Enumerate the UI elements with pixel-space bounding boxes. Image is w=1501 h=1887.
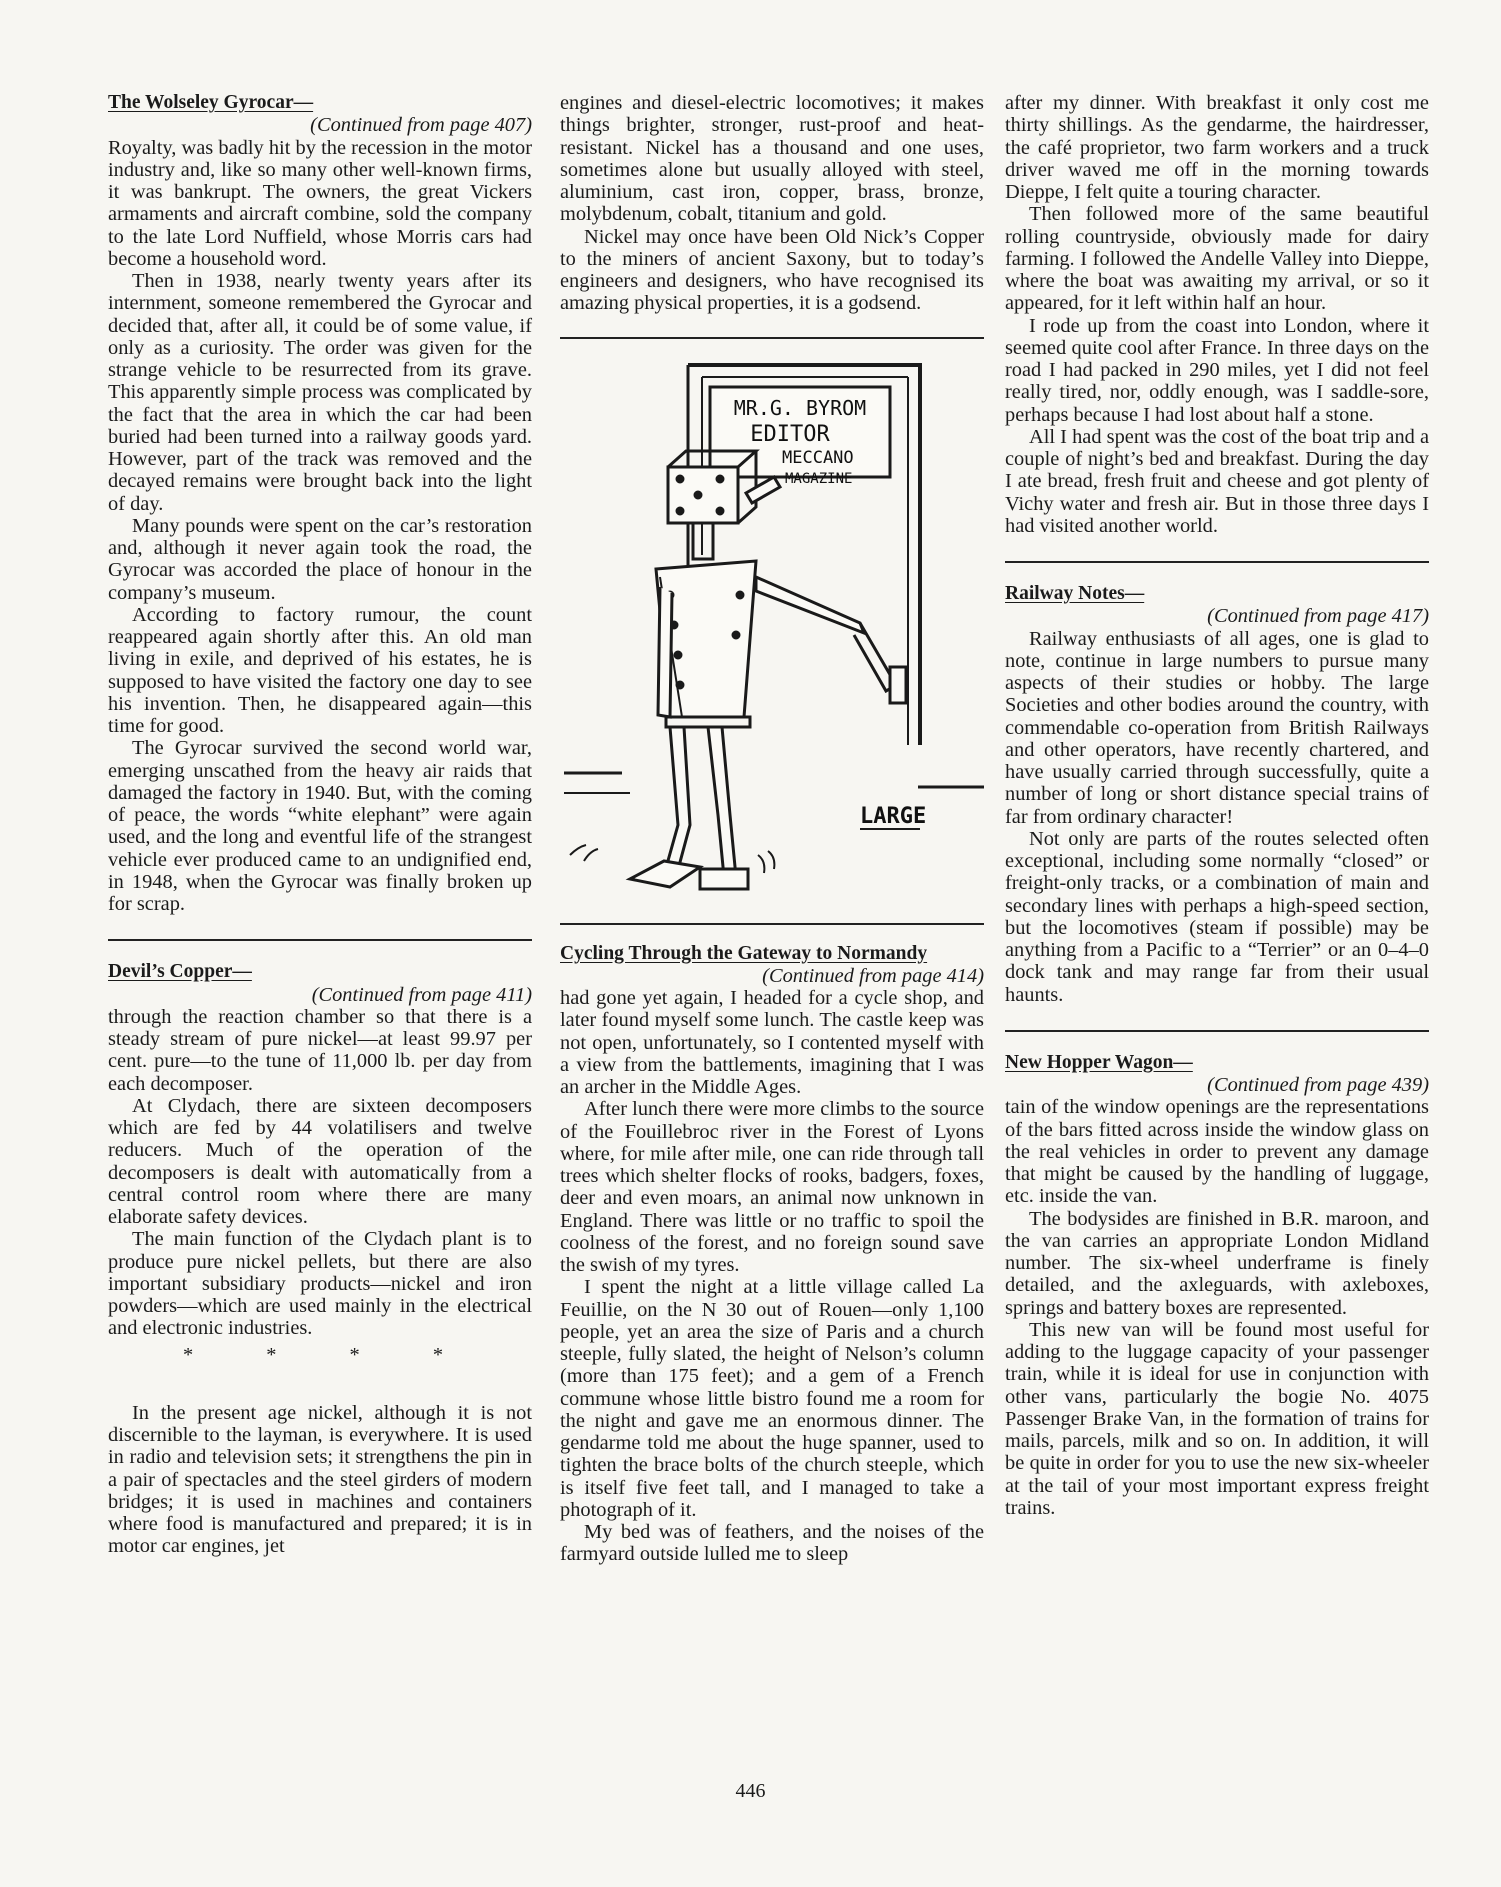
paragraph: Then followed more of the same beautiful rolling countryside, obviously made for dairy farming. I followed the Andelle Valley into Dieppe, where the boat was awaiting my arrival, or so it appeared, for it left within half an hour. — [1005, 203, 1429, 315]
paragraph: My bed was of feathers, and the noises of the farmyard outside lulled me to sleep — [560, 1521, 984, 1566]
paragraph: This new van will be found most useful for adding to the luggage capacity of your passenger train, while it is ideal for use in conjunction with other vans, particularly the bogie No. 4075 Passenger Brake Van, in the formation of trains for mails, parcels, milk and so on. In addition, it will be quite in order for you to use the new six-wheeler at the tail of your most important express freight trains. — [1005, 1318, 1429, 1519]
continued-note: (Continued from page 407) — [310, 114, 532, 137]
paragraph: engines and diesel-electric locomotives; it makes things brighter, stronger, rust-proof and heat-resistant. Nickel has a thousand and one uses, sometimes alone but usually alloyed with steel, aluminium, cast iron, copper, brass, bronze, molybdenum, cobalt, titanium and gold. — [560, 92, 984, 226]
article-heading-wolseley: The Wolseley Gyrocar— — [108, 92, 314, 113]
paragraph: According to factory rumour, the count reappeared again shortly after this. An old man living in exile, and deprived of his estates, he is supposed to have visited the factory one day to see his invention. Then, he disappeared again—this time for good. — [108, 603, 532, 737]
section-divider — [1005, 561, 1429, 563]
paragraph: I spent the night at a little village called La Feuillie, on the N 30 out of Rouen—only 1,100 people, yet an area the size of Paris and a church steeple, fully slated, the height of Nelson’s column (more than 175 feet); and a gem of a French commune whose little bistro found me a room for the night and gave me an enormous dinner. The gendarme told me about the huge spanner, used to tighten the brace bolts of the church steeple, which is itself five feet tall, and I managed to take a photograph of it. — [560, 1276, 984, 1521]
paragraph: Not only are parts of the routes selected often exceptional, including some normally “closed” or freight-only tracks, or a combination of main and secondary lines with perhaps a high-speed section, but the locomotives (steam if possible) may be anything from a Pacific to a “Terrier” or an 0–4–0 dock tank and may range far from their usual haunts. — [1005, 827, 1429, 1006]
continued-note: (Continued from page 417) — [1207, 605, 1429, 628]
paragraph: Nickel may once have been Old Nick’s Copper to the miners of ancient Saxony, but to today’s engineers and designers, who have recognised its amazing physical properties, it is a godsend. — [560, 225, 984, 315]
paragraph: through the reaction chamber so that there is a steady stream of pure nickel—at least 99.97 per cent. pure—to the tune of 11,000 lb. per day from each decomposer. — [108, 1005, 532, 1095]
page-number: 446 — [735, 1780, 766, 1802]
continued-note: (Continued from page 439) — [1207, 1074, 1429, 1096]
paragraph: I rode up from the coast into London, where it seemed quite cool after France. In three days on the road I had packed in 290 miles, yet I did not feel really tired, nor, oddly enough, was I saddle-sore, perhaps because I had lost about half a stone. — [1005, 314, 1429, 426]
column-2 — [560, 92, 984, 1566]
door-sign-title: EDITOR — [750, 421, 830, 447]
paragraph: after my dinner. With breakfast it only cost me thirty shillings. As the gendarme, the hairdresser, the café proprietor, two farm workers and a truck driver waved me off in the morning towards Dieppe, I felt quite a touring character. — [1005, 92, 1429, 203]
article-heading-cycling: Cycling Through the Gateway to Normandy — [560, 942, 928, 964]
paragraph: In the present age nickel, although it is not discernible to the layman, is everywhere. It is used in radio and television sets; it strengthens the pin in a pair of spectacles and the steel girders of modern bridges; it is used in machines and containers where food is manufactured and prepared; it is in motor car engines, jet — [108, 1401, 532, 1558]
paragraph: The main function of the Clydach plant is to produce pure nickel pellets, but there are also important subsidiary products—nickel and iron powders—which are used mainly in the electrical and electronic industries. — [108, 1228, 532, 1340]
article-heading-new-hopper-wagon: New Hopper Wagon— — [1005, 1051, 1193, 1073]
column-3 — [1005, 92, 1429, 1519]
column-1 — [108, 92, 532, 1558]
parcel-label-line-1: MECCANO — [782, 447, 854, 468]
paragraph: Then in 1938, nearly twenty years after its internment, someone remembered the Gyrocar and decided that, after all, it could be of some value, if only as a curiosity. The order was given for the strange vehicle to be resurrected from its grave. This apparently simple process was complicated by the fact that the area in which the car had been buried had been turned into a railway goods yard. However, part of the track was removed and the decayed remains were brought back into the light of day. — [108, 270, 532, 515]
section-divider — [560, 923, 984, 925]
section-divider — [1005, 1030, 1429, 1032]
continued-note: (Continued from page 411) — [311, 983, 532, 1006]
door-sign-name: MR.G. BYROM — [733, 395, 867, 420]
paragraph: The bodysides are finished in B.R. maroon, and the van carries an appropriate London Midland number. The six-wheel underframe is finely detailed, and the axleguards, with axleboxes, springs and battery boxes are represented. — [1005, 1207, 1429, 1319]
parcel-label-line-2: MAGAZINE — [785, 470, 853, 487]
cartoon-illustration — [560, 355, 984, 915]
paragraph: tain of the window openings are the representations of the bars fitted across inside the window glass on the real vehicles in order to prevent any damage that might be caused by the handling of luggage, etc. inside the van. — [1005, 1096, 1429, 1208]
paragraph: At Clydach, there are sixteen decomposers which are fed by 44 volatilisers and twelve reducers. Much of the operation of the decomposers is dealt with automatically from a central control room where there are many elaborate safety devices. — [108, 1094, 532, 1228]
continued-note: (Continued from page 414) — [762, 964, 984, 987]
section-break-stars: * * * * — [182, 1343, 478, 1366]
article-heading-railway-notes: Railway Notes— — [1005, 583, 1145, 604]
paragraph: had gone yet again, I headed for a cycle shop, and later found myself some lunch. The castle keep was not open, unfortunately, so I contented myself with a view from the battlements, imagining that I was an archer in the Middle Ages. — [560, 987, 984, 1098]
paragraph: Many pounds were spent on the car’s restoration and, although it never again took the road, the Gyrocar was accorded the place of honour in the company’s museum. — [108, 514, 532, 604]
meccano-robot-cartoon — [560, 355, 984, 915]
paragraph: After lunch there were more climbs to the source of the Fouillebroc river in the Forest of Lyons where, for mile after mile, one can ride through tall trees which shelter flocks of rooks, badgers, foxes, deer and even moars, an animal now unknown in England. There was little or no traffic to spoil the coolness of the forest, and no foreign sound save the swish of my tyres. — [560, 1098, 984, 1276]
paragraph: Railway enthusiasts of all ages, one is glad to note, continue in large numbers to pursue many aspects of their studies or hobby. The large Societies and other bodies around the country, with commendable co-operation from British Railways and other operators, have recently chartered, and have usually carried through successfully, quite a number of long or short distance special trains of far from ordinary character! — [1005, 627, 1429, 828]
paragraph: Royalty, was badly hit by the recession in the motor industry and, like so many other well-known firms, it was bankrupt. The owners, the great Vickers armaments and aircraft combine, sold the company to the late Lord Nuffield, whose Morris cars had become a household word. — [108, 136, 532, 270]
section-divider — [108, 939, 532, 941]
section-divider — [560, 337, 984, 339]
article-heading-devils-copper: Devil’s Copper— — [108, 961, 252, 983]
artist-signature: LARGE — [860, 803, 927, 829]
paragraph: The Gyrocar survived the second world war, emerging unscathed from the heavy air raids that damaged the factory in 1940. But, with the coming of peace, the words “white elephant” were again used, and the long and eventful life of the strangest vehicle ever produced came to an undignified end, in 1948, when the Gyrocar was finally broken up for scrap. — [108, 737, 532, 915]
paragraph: All I had spent was the cost of the boat trip and a couple of night’s bed and breakfast. During the day I ate bread, fresh fruit and cheese and got plenty of Vichy water and fresh air. But in those three days I had visited another world. — [1005, 425, 1429, 537]
